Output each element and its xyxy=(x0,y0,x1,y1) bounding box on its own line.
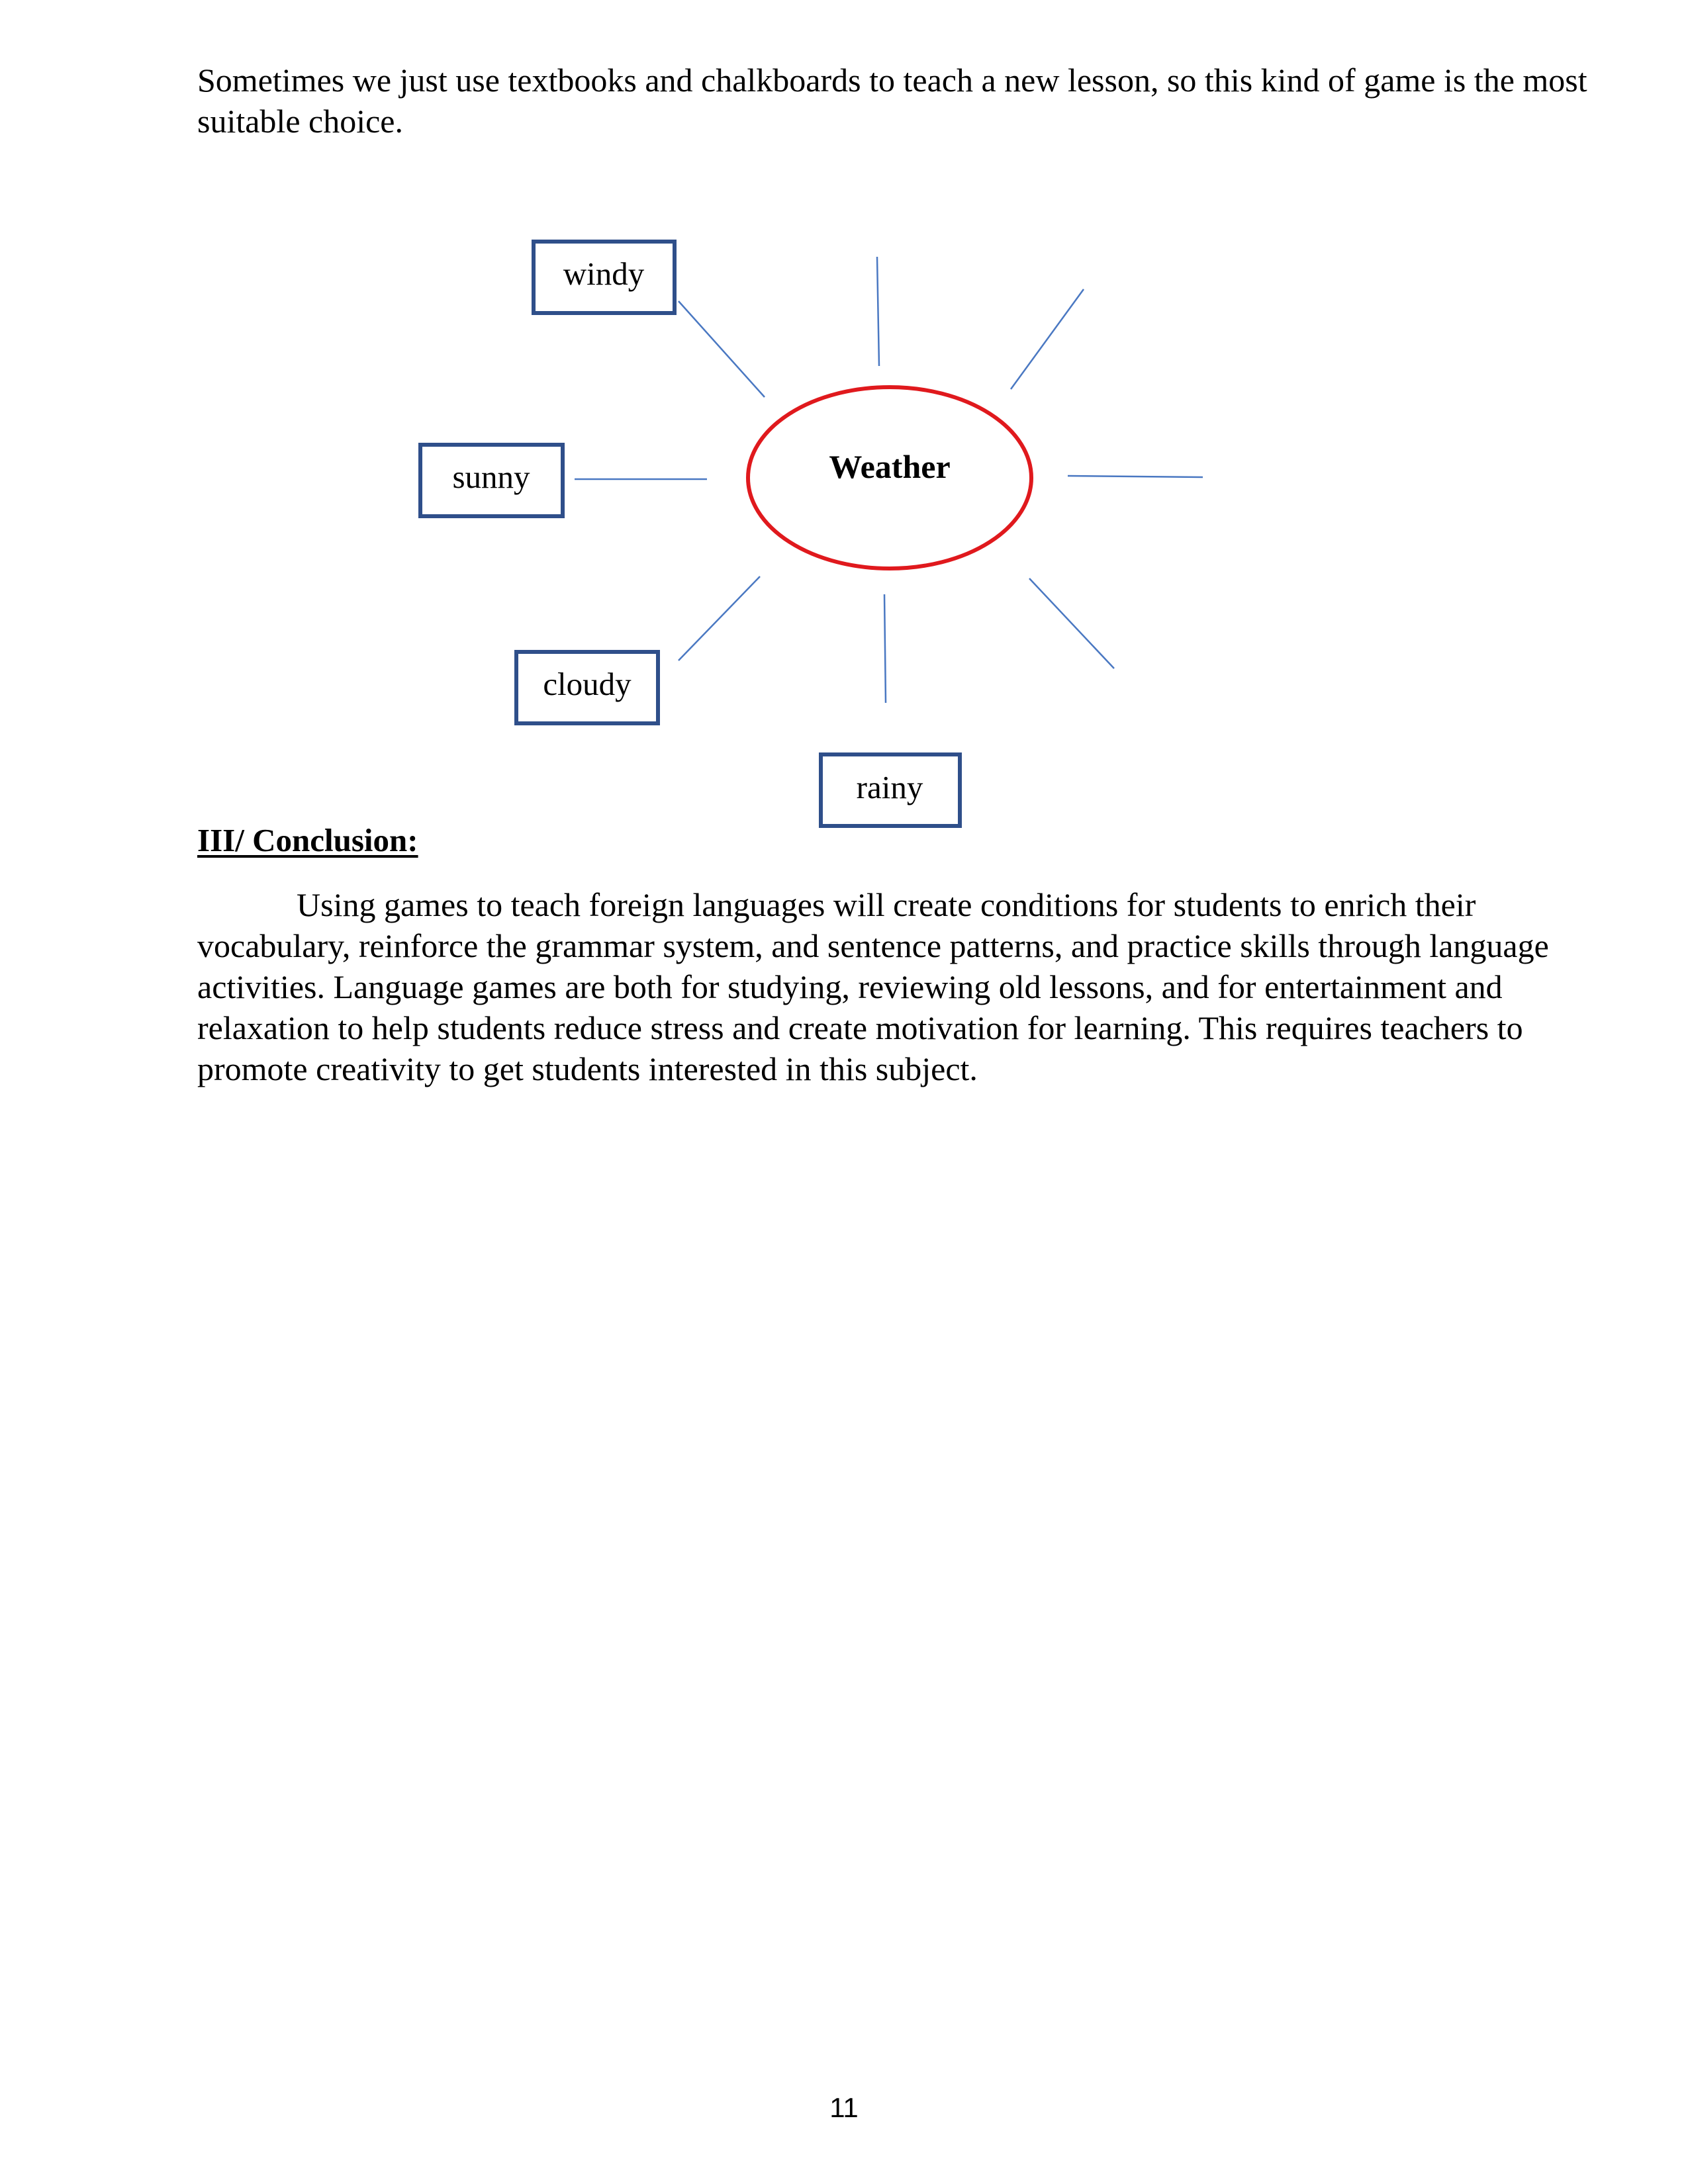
word-windy: windy xyxy=(563,255,645,292)
connector-line-top xyxy=(877,257,879,366)
connector-line-windy xyxy=(679,301,765,397)
center-word-weather: Weather xyxy=(829,448,951,485)
connector-line-bottom-right xyxy=(1029,578,1114,668)
connector-line-right xyxy=(1068,476,1203,477)
word-sunny: sunny xyxy=(452,459,530,495)
section-heading-conclusion: III/ Conclusion: xyxy=(197,822,418,858)
connector-line-rainy xyxy=(884,594,886,703)
word-rainy: rainy xyxy=(856,769,923,805)
word-cloudy: cloudy xyxy=(543,666,632,702)
conclusion-paragraph: Using games to teach foreign languages will create conditions for students to enrich their vocabulary, reinforce the grammar system, and sentence patterns, and practice skills through language activities. Language games are both for studying, reviewing old lessons, and for entertainment and relaxation to help students reduce stress and create motivation for learning. This requires teachers to promote creativity to get students interested in this subject. xyxy=(197,886,1549,1087)
connector-line-cloudy xyxy=(679,576,760,660)
page-number: 11 xyxy=(829,2092,859,2123)
intro-paragraph: Sometimes we just use textbooks and chalkboards to teach a new lesson, so this kind of game is the most suitable choice. xyxy=(197,62,1587,140)
connector-line-top-right xyxy=(1011,289,1084,389)
